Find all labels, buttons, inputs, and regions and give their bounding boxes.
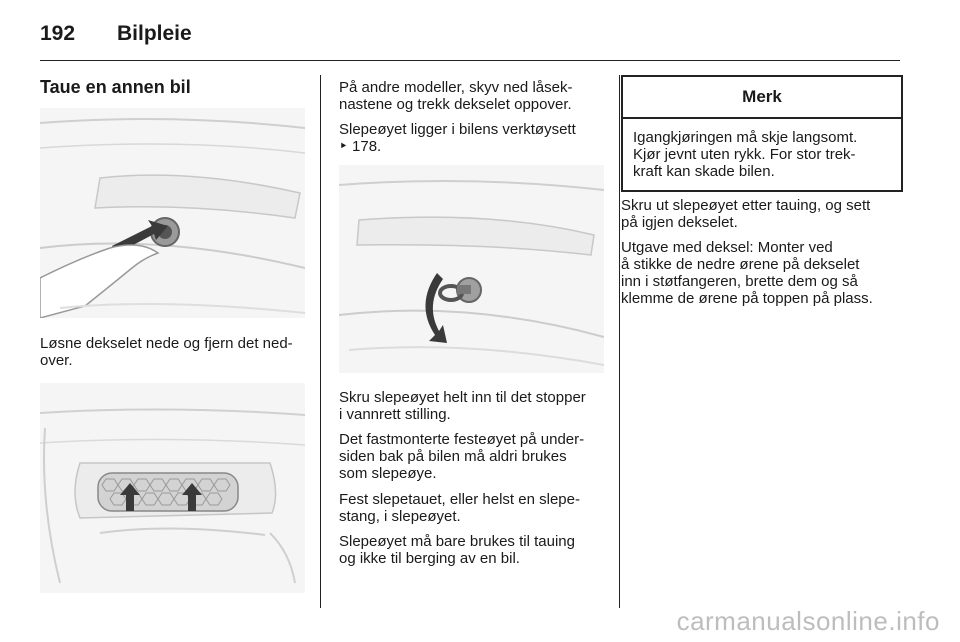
- paragraph: Skru slepeøyet helt inn til det stopper i vannrett stilling.: [339, 389, 586, 423]
- paragraph: Fest slepetauet, eller helst en slepe- stang, i slepeøyet.: [339, 491, 580, 525]
- paragraph: Slepeøyet ligger i bilens verktøysett ‣ 178.: [339, 121, 576, 155]
- figure-cover-hooks: [40, 383, 305, 593]
- page-title: Bilpleie: [117, 22, 192, 45]
- watermark: carmanualsonline.info: [676, 606, 940, 636]
- paragraph: Utgave med deksel: Monter ved å stikke de nedre ørene på dekselet inn i støtfangeren, brette dem og så klemme de ørene på toppen på plass.: [621, 239, 873, 307]
- column-divider-1: [320, 75, 321, 608]
- header-rule: [40, 60, 900, 61]
- figure-cover-removal: [40, 108, 305, 318]
- bumper-cover-illustration: [40, 108, 305, 318]
- tow-eye-illustration: [339, 165, 604, 373]
- note-text: Igangkjøringen må skje langsomt. Kjør jevnt uten rykk. For stor trek- kraft kan skade bilen.: [633, 129, 858, 180]
- column-1: [40, 75, 305, 595]
- note-title: Merk: [623, 77, 901, 119]
- paragraph: På andre modeller, skyv ned låsek- nastene og trekk dekselet oppover.: [339, 79, 573, 113]
- column-3: [621, 75, 903, 375]
- column-divider-2: [619, 75, 620, 608]
- page-number: 192: [40, 22, 76, 45]
- paragraph: Slepeøyet må bare brukes til tauing og ikke til berging av en bil.: [339, 533, 575, 567]
- paragraph: Det fastmonterte festeøyet på under- siden bak på bilen må aldri brukes som slepeøye.: [339, 431, 585, 482]
- section-heading: Taue en annen bil: [40, 77, 191, 97]
- figure-tow-eye: [339, 165, 604, 373]
- paragraph: Løsne dekselet nede og fjern det ned- over.: [40, 335, 293, 369]
- page-header: [40, 18, 900, 58]
- column-2: [339, 75, 604, 595]
- note-box: [621, 75, 903, 192]
- note-body: [623, 119, 901, 190]
- paragraph: Skru ut slepeøyet etter tauing, og sett på igjen dekselet.: [621, 197, 871, 231]
- grille-cover-illustration: [40, 383, 305, 593]
